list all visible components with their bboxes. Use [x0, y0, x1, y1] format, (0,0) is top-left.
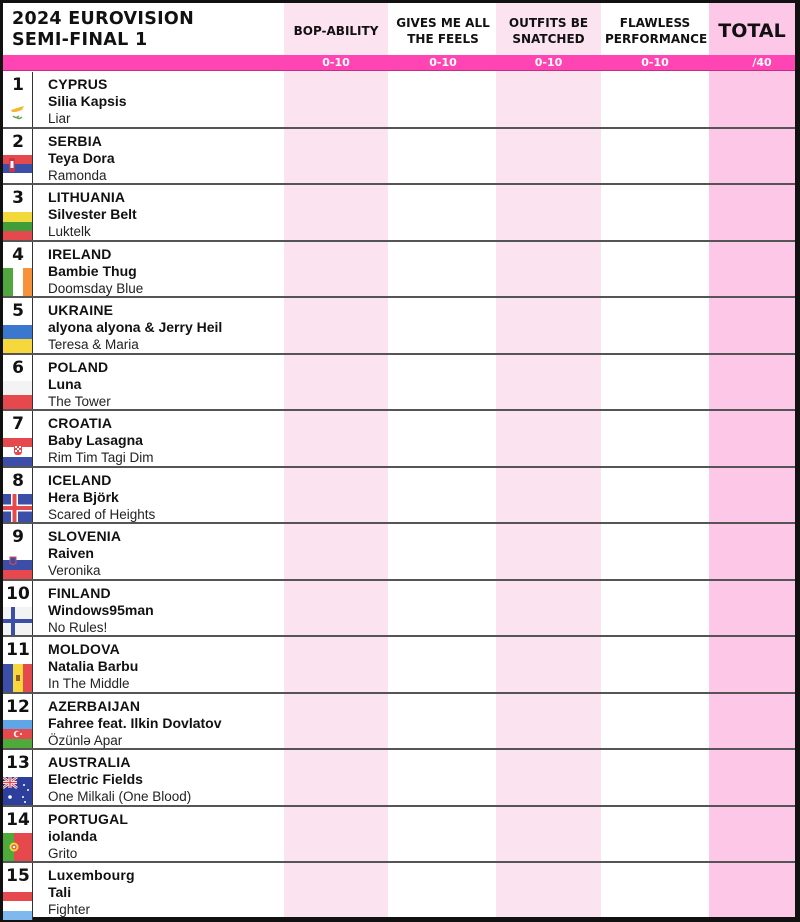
- table-row-11: [3, 637, 795, 694]
- artist-name: Windows95man: [48, 601, 154, 618]
- running-order-cell: [3, 298, 33, 353]
- running-order-number: 6: [12, 357, 24, 378]
- header-total: TOTAL: [718, 20, 786, 42]
- total-score-cell[interactable]: [709, 72, 795, 127]
- running-order-number: 1: [12, 75, 24, 95]
- country-name: PORTUGAL: [48, 810, 129, 827]
- song-title: Scared of Heights: [48, 506, 156, 522]
- entry-info: [48, 754, 191, 805]
- header-flawless-performance: [602, 9, 708, 53]
- table-row-14: [3, 807, 795, 864]
- flawless-score-cell[interactable]: [602, 242, 708, 297]
- total-score-cell[interactable]: [709, 637, 795, 692]
- running-order-cell: [3, 411, 33, 466]
- table-row-9: [3, 524, 795, 581]
- iceland-flag-icon: [3, 494, 32, 522]
- country-name: LITHUANIA: [48, 189, 126, 205]
- title-line-1: 2024 EUROVISION: [12, 9, 195, 29]
- table-row-2: [3, 129, 795, 186]
- ireland-flag-icon: [3, 268, 32, 296]
- running-order-number: 4: [12, 244, 24, 265]
- song-title: Liar: [48, 111, 71, 126]
- range-outfits: 0-10: [534, 56, 563, 69]
- outfits-score-cell[interactable]: [496, 694, 601, 749]
- feels-score-cell[interactable]: [390, 637, 496, 692]
- range-feels: 0-10: [429, 56, 457, 69]
- feels-score-cell[interactable]: [390, 750, 496, 805]
- entry-info: [48, 867, 135, 918]
- artist-name: Silia Kapsis: [48, 93, 127, 109]
- country-name: CROATIA: [48, 415, 113, 431]
- header-feels-label: GIVES ME ALL THE FEELS: [396, 16, 490, 46]
- country-name: IRELAND: [48, 245, 112, 262]
- azerbaijan-flag-icon: [3, 720, 32, 748]
- bop-ability-score-cell[interactable]: [284, 807, 388, 862]
- outfits-score-cell[interactable]: [496, 298, 601, 353]
- running-order-cell: [3, 524, 33, 579]
- song-title: One Milkali (One Blood): [48, 789, 192, 804]
- country-name: AZERBAIJAN: [48, 697, 141, 714]
- entry-info: [48, 76, 127, 127]
- country-name: AUSTRALIA: [48, 754, 131, 770]
- artist-name: Hera Björk: [48, 488, 119, 505]
- header-gives-me-all-the-feels: [390, 9, 496, 53]
- outfits-score-cell[interactable]: [496, 807, 601, 862]
- artist-name: Bambie Thug: [48, 262, 137, 279]
- moldova-flag-icon: [3, 664, 32, 692]
- artist-name: alyona alyona & Jerry Heil: [48, 319, 223, 335]
- flawless-score-cell[interactable]: [602, 411, 708, 466]
- song-title: Teresa & Maria: [48, 337, 139, 352]
- feels-score-cell[interactable]: [390, 242, 496, 297]
- outfits-score-cell[interactable]: [496, 581, 601, 636]
- running-order-cell: [3, 581, 33, 636]
- artist-name: Teya Dora: [48, 149, 115, 166]
- luxembourg-flag-icon: [3, 892, 32, 920]
- ukraine-flag-icon: [3, 325, 32, 353]
- feels-score-cell[interactable]: [390, 524, 496, 579]
- running-order-cell: [3, 807, 33, 862]
- australia-flag-icon: [3, 777, 32, 805]
- flawless-score-cell[interactable]: [602, 129, 708, 184]
- feels-score-cell[interactable]: [390, 807, 496, 862]
- country-name: Luxembourg: [48, 867, 135, 883]
- title-line-2: SEMI-FINAL 1: [12, 30, 148, 50]
- flawless-score-cell[interactable]: [602, 72, 708, 127]
- entry-info: [48, 641, 138, 692]
- feels-score-cell[interactable]: [390, 863, 496, 920]
- table-row-1: [3, 72, 795, 129]
- entry-info: [48, 189, 137, 240]
- song-title: The Tower: [48, 393, 111, 409]
- song-title: Veronika: [48, 563, 101, 578]
- bop-ability-score-cell[interactable]: [284, 581, 388, 636]
- total-score-cell[interactable]: [709, 694, 795, 749]
- artist-name: Fahree feat. Ilkin Dovlatov: [48, 714, 222, 731]
- country-name: UKRAINE: [48, 302, 114, 318]
- entry-info: [48, 246, 143, 297]
- header-bop-ability: BOP-ABILITY: [293, 24, 379, 38]
- bop-ability-score-cell[interactable]: [284, 355, 388, 410]
- total-score-cell[interactable]: [709, 524, 795, 579]
- total-score-cell[interactable]: [709, 750, 795, 805]
- header-flawless-label: FLAWLESS PERFORMANCE: [605, 16, 708, 46]
- feels-score-cell[interactable]: [390, 185, 496, 240]
- poland-flag-icon: [3, 381, 32, 409]
- country-name: ICELAND: [48, 471, 112, 488]
- artist-name: iolanda: [48, 827, 98, 844]
- bop-ability-score-cell[interactable]: [284, 129, 388, 184]
- feels-score-cell[interactable]: [390, 298, 496, 353]
- outfits-score-cell[interactable]: [496, 750, 601, 805]
- bop-ability-score-cell[interactable]: [284, 468, 388, 523]
- total-score-cell[interactable]: [709, 863, 795, 920]
- outfits-score-cell[interactable]: [496, 355, 601, 410]
- table-row-15: [3, 863, 795, 920]
- table-row-5: [3, 298, 795, 355]
- running-order-number: 15: [6, 866, 30, 886]
- range-total: /40: [752, 56, 772, 69]
- country-name: MOLDOVA: [48, 641, 120, 657]
- bop-ability-score-cell[interactable]: [284, 185, 388, 240]
- song-title: No Rules!: [48, 619, 108, 635]
- bop-ability-score-cell[interactable]: [284, 863, 388, 920]
- total-score-cell[interactable]: [709, 129, 795, 184]
- feels-score-cell[interactable]: [390, 355, 496, 410]
- running-order-cell: [3, 129, 33, 184]
- total-score-cell[interactable]: [709, 468, 795, 523]
- flawless-score-cell[interactable]: [602, 863, 708, 920]
- flawless-score-cell[interactable]: [602, 694, 708, 749]
- running-order-number: 2: [12, 131, 24, 152]
- song-title: Grito: [48, 845, 78, 861]
- artist-name: Raiven: [48, 545, 94, 561]
- running-order-cell: [3, 242, 33, 297]
- running-order-number: 10: [6, 583, 30, 604]
- total-score-cell[interactable]: [709, 807, 795, 862]
- artist-name: Baby Lasagna: [48, 432, 143, 448]
- bop-ability-score-cell[interactable]: [284, 72, 388, 127]
- bop-ability-score-cell[interactable]: [284, 694, 388, 749]
- running-order-cell: [3, 863, 33, 920]
- total-score-cell[interactable]: [709, 355, 795, 410]
- outfits-score-cell[interactable]: [496, 468, 601, 523]
- table-row-13: [3, 750, 795, 807]
- bop-ability-score-cell[interactable]: [284, 242, 388, 297]
- table-row-8: [3, 468, 795, 525]
- song-title: In The Middle: [48, 676, 130, 691]
- range-flawless: 0-10: [641, 56, 669, 69]
- cyprus-flag-icon: [3, 99, 32, 127]
- finland-flag-icon: [3, 607, 32, 635]
- country-name: SERBIA: [48, 132, 103, 149]
- total-score-cell[interactable]: [709, 185, 795, 240]
- song-title: Fighter: [48, 902, 91, 917]
- running-order-number: 14: [6, 809, 30, 830]
- running-order-cell: [3, 185, 33, 240]
- flawless-score-cell[interactable]: [602, 637, 708, 692]
- outfits-score-cell[interactable]: [496, 72, 601, 127]
- song-title: Ramonda: [48, 167, 107, 183]
- feels-score-cell[interactable]: [390, 694, 496, 749]
- bop-ability-score-cell[interactable]: [284, 524, 388, 579]
- flawless-score-cell[interactable]: [602, 524, 708, 579]
- table-row-7: [3, 411, 795, 468]
- flawless-score-cell[interactable]: [602, 355, 708, 410]
- flawless-score-cell[interactable]: [602, 581, 708, 636]
- running-order-number: 3: [12, 188, 24, 208]
- croatia-flag-icon: [3, 438, 32, 466]
- table-row-6: [3, 355, 795, 412]
- header-outfits-be-snatched: [496, 9, 601, 53]
- outfits-score-cell[interactable]: [496, 411, 601, 466]
- running-order-cell: [3, 694, 33, 749]
- bop-ability-score-cell[interactable]: [284, 298, 388, 353]
- entry-info: [48, 359, 111, 410]
- running-order-cell: [3, 750, 33, 805]
- slovenia-flag-icon: [3, 551, 32, 579]
- running-order-number: 7: [12, 414, 24, 434]
- bop-ability-score-cell[interactable]: [284, 750, 388, 805]
- running-order-number: 13: [6, 753, 30, 773]
- flawless-score-cell[interactable]: [602, 185, 708, 240]
- feels-score-cell[interactable]: [390, 468, 496, 523]
- header-outfits-label: OUTFITS BE SNATCHED: [508, 16, 589, 46]
- outfits-score-cell[interactable]: [496, 863, 601, 920]
- entries-list: [3, 72, 795, 920]
- song-title: Özünlə Apar: [48, 732, 123, 748]
- feels-score-cell[interactable]: [390, 581, 496, 636]
- range-bop-ability: 0-10: [322, 56, 350, 69]
- entry-info: [48, 133, 115, 184]
- total-score-cell[interactable]: [709, 242, 795, 297]
- running-order-number: 8: [12, 470, 24, 491]
- entry-info: [48, 811, 128, 862]
- feels-score-cell[interactable]: [390, 129, 496, 184]
- outfits-score-cell[interactable]: [496, 524, 601, 579]
- artist-name: Luna: [48, 375, 82, 392]
- table-row-10: [3, 581, 795, 638]
- entry-info: [48, 472, 155, 523]
- feels-score-cell[interactable]: [390, 411, 496, 466]
- country-name: CYPRUS: [48, 76, 108, 92]
- entry-info: [48, 302, 222, 353]
- artist-name: Silvester Belt: [48, 206, 137, 222]
- lithuania-flag-icon: [3, 212, 32, 240]
- entry-info: [48, 585, 154, 636]
- country-name: SLOVENIA: [48, 528, 122, 544]
- portugal-flag-icon: [3, 833, 32, 861]
- bop-ability-score-cell[interactable]: [284, 411, 388, 466]
- running-order-cell: [3, 468, 33, 523]
- artist-name: Tali: [48, 884, 72, 900]
- feels-score-cell[interactable]: [390, 72, 496, 127]
- song-title: Rim Tim Tagi Dim: [48, 450, 154, 465]
- artist-name: Electric Fields: [48, 771, 143, 787]
- running-order-number: 9: [12, 527, 24, 547]
- song-title: Doomsday Blue: [48, 280, 144, 296]
- table-row-12: [3, 694, 795, 751]
- total-score-cell[interactable]: [709, 298, 795, 353]
- total-score-cell[interactable]: [709, 581, 795, 636]
- flawless-score-cell[interactable]: [602, 750, 708, 805]
- entry-info: [48, 415, 154, 466]
- running-order-number: 11: [6, 640, 30, 660]
- artist-name: Natalia Barbu: [48, 658, 139, 674]
- country-name: FINLAND: [48, 584, 111, 601]
- running-order-number: 5: [12, 301, 24, 321]
- page-title: [12, 9, 272, 51]
- entry-info: [48, 698, 222, 749]
- outfits-score-cell[interactable]: [496, 637, 601, 692]
- running-order-cell: [3, 72, 33, 127]
- running-order-cell: [3, 637, 33, 692]
- country-name: POLAND: [48, 358, 109, 375]
- table-row-4: [3, 242, 795, 299]
- outfits-score-cell[interactable]: [496, 242, 601, 297]
- bop-ability-score-cell[interactable]: [284, 637, 388, 692]
- outfits-score-cell[interactable]: [496, 185, 601, 240]
- outfits-score-cell[interactable]: [496, 129, 601, 184]
- flawless-score-cell[interactable]: [602, 468, 708, 523]
- total-score-cell[interactable]: [709, 411, 795, 466]
- table-row-3: [3, 185, 795, 242]
- running-order-number: 12: [6, 696, 30, 717]
- song-title: Luktelk: [48, 224, 91, 239]
- flawless-score-cell[interactable]: [602, 807, 708, 862]
- running-order-cell: [3, 355, 33, 410]
- entry-info: [48, 528, 121, 579]
- flawless-score-cell[interactable]: [602, 298, 708, 353]
- serbia-flag-icon: [3, 155, 32, 183]
